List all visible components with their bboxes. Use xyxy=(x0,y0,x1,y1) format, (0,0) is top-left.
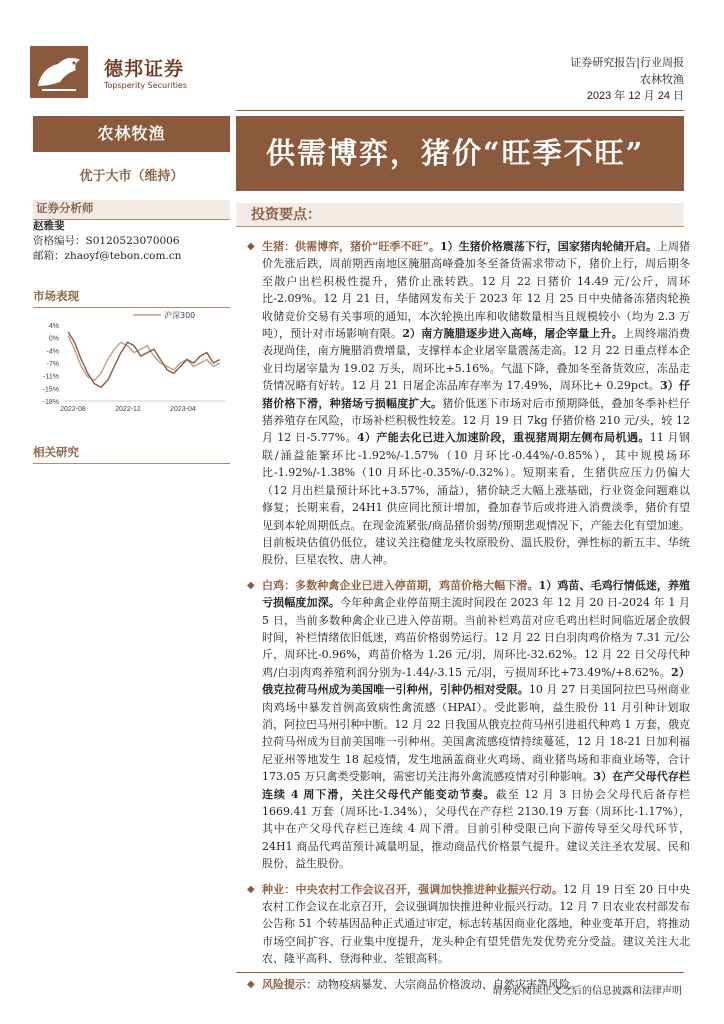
key-points-body xyxy=(246,238,690,1001)
rating: 优于大市（维持） xyxy=(79,169,184,184)
y-tick-label: -7% xyxy=(46,361,59,368)
paragraph-text: 动物疫病暴发、大宗商品价格波动、自然灾害等风险。 xyxy=(317,977,581,991)
paragraph-highlight: 4）产能去化已进入加速阶段，重视猪周期左侧布局机遇。 xyxy=(356,431,650,445)
chart-legend xyxy=(133,310,195,320)
paragraph-hog xyxy=(246,238,690,569)
series-line xyxy=(68,332,220,387)
report-sector: 农林牧渔 xyxy=(640,73,684,86)
brand-logo xyxy=(30,46,200,100)
y-axis-ticks xyxy=(43,323,59,406)
paragraph-text: 猪价低迷下市场对后市预期降低，叠加冬季补栏仔猪养殖存在风险，市场补栏积极性较差。12 月 19 日 7kg 仔猪价格 210 元/头，较 12 月 12 日-5.77%。 xyxy=(262,396,691,445)
market-performance-chart xyxy=(33,305,230,421)
report-type: 证券研究报告|行业周报 xyxy=(570,56,684,69)
chart-series xyxy=(68,332,220,387)
y-tick-label: 0% xyxy=(48,335,59,343)
report-meta xyxy=(570,54,684,105)
y-tick-label: -18% xyxy=(42,399,59,406)
analyst-license: 资格编号：S0120523070006 xyxy=(33,235,180,247)
paragraph-lead: 种业：中央农村工作会议召开，强调加快推进种业振兴行动。 xyxy=(262,882,564,896)
paragraph-text: 11 月钢联/涌益能繁环比-1.92%/-1.57%（10 月环比-0.44%/-0.85%），其中规模场环比-1.92%/-1.38%（10 月环比-0.35%/-0.32%）。短期来看，生猪供应压力仍偏大（12 月出栏量预计环比+3.57%，涌益），猪价缺乏大幅上涨基础，行业资金问题难以修复；长期来看，24H1 供应同比预计增加，叠加春节后或将进入消费淡季，猪价有望见到本轮周期低点。在现金流紧张/商品猪价弱势/预期悲观情况下，产能去化有望加速。目前板块估值仍低位，建议关注稳健龙头牧原股份、温氏股份，弹性标的新五丰、华统股份、巨星农牧、唐人神。 xyxy=(262,431,691,567)
paragraph-text: 截至 12 月 3 日协会父母代后备存栏 1669.41 万套（周环比-1.34%），父母代在产存栏 2130.19 万套（周环比-1.17%），其中在产父母代存栏已连续 4 周下滑。目前引种受限已向下游传导至父母代环节，24H1 商品代鸡苗预计减量明显，推动商品代价格景气提升。建议关注圣农发展、民和股份、益生股份。 xyxy=(262,787,690,871)
brand-name-en: Topsperity Securities xyxy=(104,81,188,90)
analyst-info xyxy=(33,219,181,264)
x-tick-label: 2022-12 xyxy=(115,406,141,413)
paragraph-highlight: 3）在产父母代存栏连续 4 周下滑，关注父母代产能变动节奏。 xyxy=(262,770,691,801)
paragraph-lead: 风险提示： xyxy=(262,977,317,991)
paragraph-text: 今年种禽企业停苗期主流时间段在 2023 年 12 月 20 日-2024 年 1 月 5 日，当前多数种禽企业已进入停苗期。当前补栏鸡苗对应毛鸡出栏时间临近屠企放假时间，补栏情绪依旧低迷，鸡苗价格弱势运行。12 月 22 日白羽肉鸡价格为 7.31 元/公斤，周环比-0.96%，鸡苗价格为 1.26 元/羽，周环比-32.62%。12 月 22 日父母代种鸡/白羽肉鸡养殖利润分别为-1.44/-3.15 元/羽，亏损周环比+73.49%/+8.62%。 xyxy=(262,596,690,679)
bullet-icon: ◆ xyxy=(247,579,255,591)
report-title: 供需博弈，猪价“旺季不旺” xyxy=(236,116,684,191)
paragraph-seed xyxy=(246,881,690,968)
x-tick-label: 2023-04 xyxy=(170,406,196,413)
brand-name-cn: 德邦证券 xyxy=(104,58,185,80)
analyst-email[interactable]: 邮箱：zhaoyf@tebon.com.cn xyxy=(33,250,182,262)
y-tick-label: -11% xyxy=(43,373,59,381)
market-section-label: 市场表现 xyxy=(33,288,230,308)
x-axis-ticks xyxy=(60,401,225,413)
report-date: 2023 年 12 月 24 日 xyxy=(586,90,684,102)
legend-label: 沪深300 xyxy=(164,311,196,320)
bullet-icon: ◆ xyxy=(247,883,255,895)
x-tick-label: 2022-08 xyxy=(60,406,86,413)
paragraph-highlight: 1）生猪价格震荡下行，国家猪肉轮储开启。 xyxy=(439,240,657,253)
analyst-name: 赵雅斐 xyxy=(33,220,65,232)
paragraph-highlight: 2）俄克拉荷马州成为美国唯一引种州，引种仍相对受限。 xyxy=(262,665,691,697)
bullet-icon: ◆ xyxy=(247,241,255,252)
tebon-logo-icon xyxy=(30,46,88,98)
paragraph-text: 上周猪价先涨后跌，周前期西南地区腌腊高峰叠加冬至备货需求带动下，猪价上行，周后期冬至散户出栏积极性提升，猪价止涨转跌。12 月 22 日猪价 14.49 元/公斤，周环比-2.09%。12 月 21 日，华储网发布关于 2023 年 12 月 25 日中央储备冻猪肉轮换收储竞价交易有关事项的通知，本次轮换出库和收储数量相当且规模较小（均为 2.3 万吨），预计对市场影响有限。 xyxy=(262,240,691,341)
paragraph-text: 上周终端消费表现尚佳，南方腌腊消费增量，支撑样本企业屠宰量震荡走高。12 月 22 日重点样本企业日均屠宰量为 19.02 万头，周环比+5.16%。气温下降，叠加冬至备货效应，冻品走货情况略有好转。12 月 21 日屠企冻品库存率为 17.49%，周环比+ 0.29pct。 xyxy=(262,327,691,393)
footer-disclaimer: 请务必阅读正文之后的信息披露和法律声明 xyxy=(492,986,682,997)
bullet-icon: ◆ xyxy=(247,978,255,990)
paragraph-highlight: 1）鸡苗、毛鸡行情低迷，养殖亏损幅度加深。 xyxy=(262,578,691,610)
series-line xyxy=(68,335,220,380)
y-tick-label: -15% xyxy=(42,386,59,394)
key-points-heading: 投资要点： xyxy=(236,203,684,227)
paragraph-broiler xyxy=(246,577,690,873)
analyst-section-label: 证券分析师 xyxy=(33,200,230,220)
header-divider xyxy=(236,110,684,111)
paragraph-lead: 生猪：供需博弈，猪价“旺季不旺”。 xyxy=(262,240,440,253)
paragraph-lead: 白鸡：多数种禽企业已进入停苗期，鸡苗价格大幅下滑。 xyxy=(262,578,539,592)
y-tick-label: 4% xyxy=(48,323,59,330)
sector-title: 农林牧渔 xyxy=(33,116,230,152)
paragraph-text: 10 月 27 日美国阿拉巴马州商业肉鸡场中暴发首例高致病性禽流感（HPAI）。受此影响，益生股份 11 月引种计划取消，阿拉巴马州引种中断。12 月 22 日我国从俄克拉荷马州引进祖代种鸡 1 万套，俄克拉荷马州成为目前美国唯一引种州。美国禽流感疫情持续蔓延，12 月 18-21 日加利福尼亚州等地发生 18 起疫情，发生地涵盖商业火鸡场、商业猪鸟场和非商业场等，合计 173.05 万只禽类受影响，需密切关注海外禽流感疫情对引种影响。 xyxy=(262,683,691,784)
paragraph-text: 12 月 19 日至 20 日中央农村工作会议在北京召开，会议强调加快推进种业振兴行动。12 月 7 日农业农村部发布公告称 51 个转基因品种正式通过审定，标志转基因商业化落地，种业变革开启，将推动市场空间扩容、行业集中度提升，龙头种企有望凭借先发优势充分受益。建议关注大北农、隆平高科、登海种业、荃银高科。 xyxy=(262,882,690,966)
paragraph-highlight: 3）仔猪价格下滑，种猪场亏损幅度扩大。 xyxy=(262,379,691,410)
related-section-label: 相关研究 xyxy=(33,444,230,464)
paragraph-highlight: 2）南方腌腊逐步进入高峰，屠企宰量上升。 xyxy=(402,327,623,341)
y-tick-label: -4% xyxy=(46,348,59,356)
footer-divider xyxy=(236,972,684,973)
